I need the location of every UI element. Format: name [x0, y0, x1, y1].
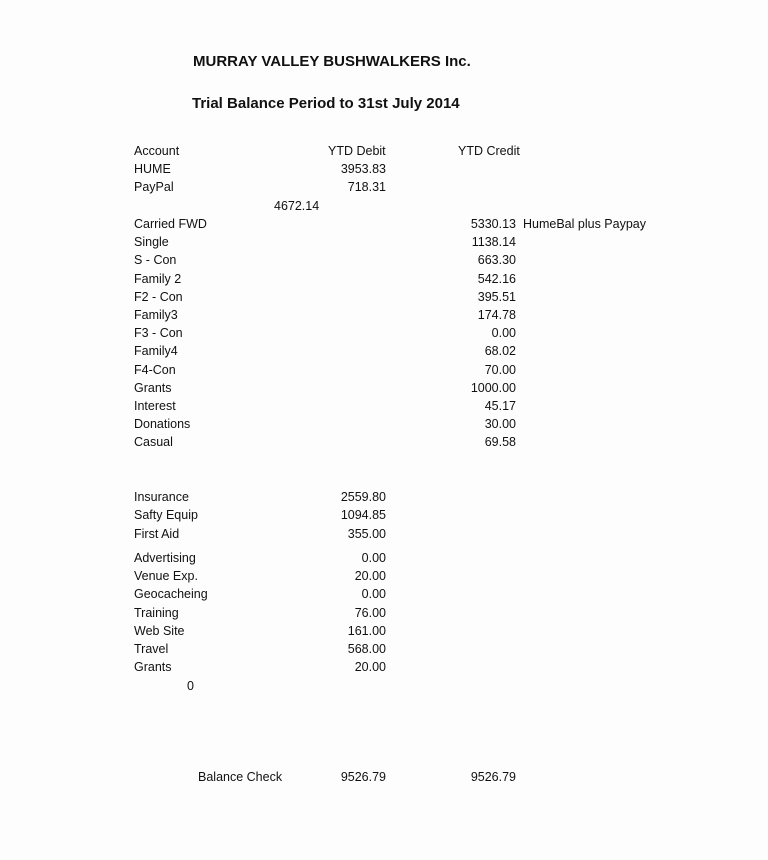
balance-check-label: Balance Check [198, 770, 283, 784]
row-account: F3 - Con [134, 326, 183, 341]
stray-value: 0 [187, 679, 194, 693]
row-debit: 161.00 [347, 623, 386, 638]
row-account: Interest [134, 399, 176, 413]
row-account: F4-Con [134, 362, 176, 377]
row-account: Travel [134, 642, 169, 656]
row-account: Casual [134, 435, 173, 450]
row-credit: 1138.14 [471, 235, 516, 250]
bank-total: 4672.14 [274, 199, 320, 213]
row-account: Geocacheing [134, 587, 208, 602]
row-debit: 2559.80 [340, 490, 386, 504]
row-credit: 0.00 [491, 326, 516, 341]
header-ytd-credit: YTD Credit [458, 144, 520, 158]
header-account: Account [134, 144, 180, 158]
row-account: Donations [134, 417, 191, 432]
row-debit: 568.00 [347, 642, 386, 656]
row-account: Insurance [134, 490, 189, 504]
row-credit: 542.16 [477, 271, 516, 286]
row-debit: 20.00 [354, 660, 386, 675]
row-credit: 174.78 [477, 308, 516, 322]
row-account: Family4 [134, 344, 178, 359]
row-account: PayPal [134, 180, 174, 194]
row-credit: 68.02 [484, 344, 516, 359]
row-credit: 5330.13 [470, 217, 516, 231]
row-account: Training [134, 605, 179, 620]
row-debit: 1094.85 [340, 508, 386, 522]
row-account: F2 - Con [134, 289, 183, 304]
row-account: Carried FWD [134, 217, 207, 231]
row-account: Safty Equip [134, 508, 198, 522]
row-debit: 76.00 [354, 605, 386, 620]
row-account: Advertising [134, 551, 196, 565]
row-debit: 0.00 [361, 551, 386, 565]
row-debit: 20.00 [354, 569, 386, 584]
row-credit: 1000.00 [470, 380, 516, 395]
row-account: Family3 [134, 308, 178, 322]
row-account: Grants [134, 660, 172, 675]
org-name: MURRAY VALLEY BUSHWALKERS Inc. [193, 53, 471, 70]
balance-check-debit: 9526.79 [340, 770, 386, 784]
row-debit: 355.00 [347, 527, 386, 541]
row-credit: 30.00 [484, 417, 516, 432]
row-account: HUME [134, 162, 171, 176]
row-account: S - Con [134, 253, 177, 268]
row-debit: 0.00 [361, 587, 386, 602]
row-credit: 69.58 [484, 435, 516, 450]
row-account: Family 2 [134, 271, 182, 286]
row-debit: 3953.83 [340, 162, 386, 176]
row-debit: 718.31 [347, 180, 386, 194]
row-credit: 45.17 [484, 399, 516, 413]
row-account: First Aid [134, 527, 180, 541]
balance-check-credit: 9526.79 [470, 770, 516, 784]
report-title: Trial Balance Period to 31st July 2014 [192, 95, 460, 112]
row-account: Grants [134, 380, 172, 395]
row-account: Single [134, 235, 169, 250]
row-credit: 663.30 [477, 253, 516, 268]
row-account: Web Site [134, 623, 185, 638]
row-note: HumeBal plus Paypay [523, 217, 646, 231]
header-ytd-debit: YTD Debit [328, 144, 386, 158]
row-account: Venue Exp. [134, 569, 198, 584]
row-credit: 395.51 [477, 289, 516, 304]
row-credit: 70.00 [484, 362, 516, 377]
